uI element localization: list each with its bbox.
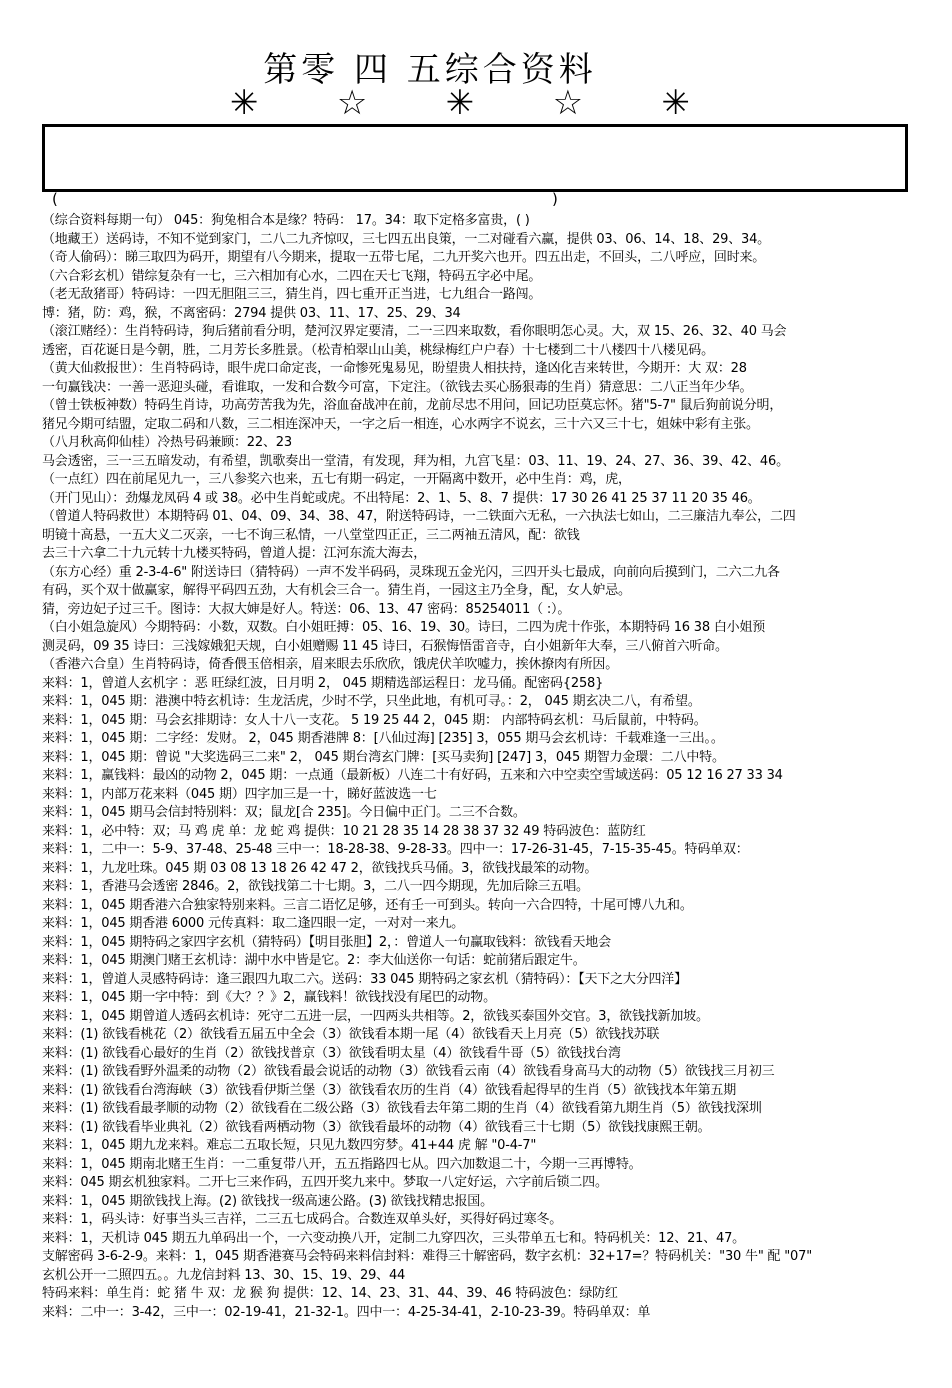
asterisk-icon: ✳ (661, 83, 690, 123)
text-line: 来料：1，045 期：港澳中特玄机诗：生龙活虎，少时不学，只坐此地，有机可寻。：2， 045 期玄决二八，有希望。 (42, 694, 701, 709)
text-line: 来料：1，045 期特码之家四字玄机（猜特码）【明目张胆】2，：曾道人一句赢取钱料：欲钱看天地会 (42, 934, 611, 950)
text-line: 来料：1，曾道人玄机字 ：恶 旺绿红波，日月明 2， 045 期精选部运程日：龙马俑。配密码{258} (42, 675, 604, 691)
text-line: 来料：1，必中特：双；马 鸡 虎 单：龙 蛇 鸡 提供：10 21 28 35 14 28 38 37 32 49 特码波色：蓝防红 (42, 823, 646, 839)
asterisk-icon: ✳ (445, 83, 475, 123)
text-line: 特码来料：单生肖：蛇 猪 牛 双：龙 猴 狗 提供：12、14、23、31、44、39、46 特码波色：绿防红 (42, 1286, 618, 1301)
star-outline-icon: ☆ (552, 83, 584, 123)
text-line: 测灵码，09 35 诗曰：三浅嫁娥犯天规，白小姐赠赐 11 45 诗曰，石猴悔悟雷音寺，白小姐新年大奉，三八俯首六听命。 (42, 638, 728, 654)
text-line: 来料：1，内部万花来料（045 期）四字加三是一十，睇好蓝波选一七 (42, 786, 437, 802)
text-line: 来料：1，香港马会透密 2846。2，欲钱找第二十七期。3，二八一四今期现，先加后除三五唱。 (42, 879, 589, 894)
text-line: 来料：二中一：3-42，三中一：02-19-41，21-32-1。四中一：4-25-34-41，2-10-23-39。特码单双：单 (42, 1304, 651, 1320)
star-row (230, 83, 690, 123)
text-line: 来料：1，045 期：马会玄排期诗：女人十八一支花。 5 19 25 44 2，045 期： 内部特码玄机：马后鼠前，中特码。 (42, 712, 707, 728)
text-line: 猜，旁边妃子过三千。图诗：大叔大婶是好人。特送：06、13、47 密码：85254011（ :）。 (42, 601, 571, 617)
text-line: 去三十六拿二十九元转十九楼买特码，曾道人提：江河东流大海去， (42, 546, 427, 561)
text-line: （香港六合皇）生肖特码诗，倚香偎玉倍相亲，眉来眼去乐欣欣，饿虎伏羊吹嘘力，挨休撩肉有所因。 (42, 657, 619, 672)
text-line: 猪兄今期可结盟，定取二码和八数，三二相连深冲天，一字之后一相连，心水两字不说玄，三十六又三十七，姐妹中彩有主张。 (42, 416, 759, 432)
text-line: 来料：1，045 期香港 6000 元传真料：取二逢四眼一定，一对对一来九。 (42, 916, 464, 931)
text-line: 透密，百花诞日是今朝，胜，二月芳长多胜景。（松青柏翠山山美，桃绿梅红户户春）十七楼到二十八楼四十八楼见码。 (42, 342, 714, 358)
text-line: 来料：1，045 期马会信封特别料：双；鼠龙[合 235]。今日偏中正门。二三不合数。 (42, 805, 526, 820)
text-line: 来料：(1) 欲钱看毕业典礼（2）欲钱看两栖动物（3）欲钱看最坏的动物（4）欲钱看三十七期（5）欲钱找康熙王朝。 (42, 1119, 711, 1135)
star-outline-icon: ☆ (336, 83, 368, 123)
text-line: 来料：1，045 期一字中特：到《大？？》2，赢钱料！欲钱找没有尾巴的动物。 (42, 990, 496, 1005)
text-line: （一点红）四在前尾见九一，三八参奖六也来，五七有期一码定，一开隔离中数开，必中生肖：鸡，虎， (42, 472, 631, 487)
text-line: 来料：1，045 期欲钱找上海。(2) 欲钱找一级高速公路。(3) 欲钱找精忠报国。 (42, 1193, 493, 1209)
text-line: （开门见山）：劲爆龙凤码 4 或 38。必中生肖蛇或虎。不出特尾：2、1、5、8、7 提供：17 30 26 41 25 37 11 20 35 46。 (42, 490, 761, 506)
text-line: 一句赢钱决：一善一恶迎头碰，看谁取，一发和合数今可富，下定注。（欲钱去买心肠狠毒的生肖）猜意思：二八正当年少华。 (42, 379, 753, 395)
text-line: 来料：045 期玄机独家料。二开七三来作码，五四开奖九来中。梦取一八定好运，六字前后锁二四。 (42, 1175, 608, 1190)
text-line: 来料：1，045 期：二字经：发财。 2，045 期香港牌 8：[八仙过海] [235] 3，055 期马会玄机诗：千载难逢一三出。。 (42, 731, 724, 746)
text-line: 来料：1，码头诗：好事当头三吉祥，二三五七成码合。合数连双单头好，买得好码过寒冬。 (42, 1212, 563, 1227)
text-line: （滚江赌经）：生肖特码诗，狗后猪前看分明，楚河汉界定要清，二一三四来取数，看你眼明怎心灵。大，双 15、26、32、40 马会 (42, 324, 787, 339)
paren-left: ( (52, 190, 58, 208)
text-line: 来料：(1) 欲钱看桃花（2）欲钱看五届五中全会（3）欲钱看本期一尾（4）欲钱看天上月亮（5）欲钱找苏联 (42, 1027, 660, 1042)
text-line: （老无敌猪哥）特码诗：一四无胆阻三三，猜生肖，四七重开正当进，七九组合一路闯。 (42, 287, 542, 302)
text-line: 明镜十高悬，一五大义二灭亲，一七不询三私情，一八堂堂四正正，三二两袖五清风，配：欲钱 (42, 527, 580, 543)
text-line: 来料：(1) 欲钱看野外温柔的动物（2）欲钱看最会说话的动物（3）欲钱看云南（4）欲钱看身高马大的动物（5）欲钱找三月初三 (42, 1064, 775, 1079)
text-line: （综合资料每期一句） 045：狗兔相合本是缘？特码： 17。34：取下定格多富贵，( ) (42, 213, 530, 228)
text-line: 来料：1，九龙吐珠。045 期 03 08 13 18 26 42 47 2，欲钱找兵马俑。3，欲钱找最笨的动物。 (42, 860, 598, 876)
text-line: （曾士铁板神数）特码生肖诗，功高劳苦我为先，浴血奋战冲在前，龙前尽忠不用问，回记功臣莫忘怀。猪"5-7" 鼠后狗前说分明， (42, 398, 783, 413)
text-line: 玄机公开一二照四五。。九龙信封料 13、30、15、19、29、44 (42, 1267, 406, 1283)
page-title: 第零 四 五综合资料 (263, 50, 597, 90)
text-line: 来料：1，天机诗 045 期五九单码出一个，一六变动换八开，定制二九穿四次，三头带单五七和。特码机关：12、21、47。 (42, 1230, 745, 1246)
text-line: 来料：1，045 期曾道人透码玄机诗：死守二五进一层，一四两头共相等。2，欲钱买泰国外交官。3，欲钱找新加坡。 (42, 1008, 709, 1024)
text-line: （白小姐急旋风）今期特码：小数，双数。白小姐旺搏：05、16、19、30。诗曰，二四为虎十作张，本期特码 16 38 白小姐预 (42, 620, 766, 635)
asterisk-icon: ✳ (230, 83, 259, 123)
text-line: （八月秋高仰仙桂）冷热号码兼顾：22、23 (42, 435, 292, 450)
text-line: （黄大仙救报世）：生肖特码诗，眼牛虎口命定丧，一命惨死鬼易见，盼望贵人相扶持，逢凶化吉来转世，今期开：大 双：28 (42, 361, 747, 376)
text-line: 来料：(1) 欲钱看台湾海峡（3）欲钱看伊斯兰堡（3）欲钱看农历的生肖（4）欲钱看起得早的生肖（5）欲钱找本年第五期 (42, 1082, 737, 1098)
paren-right: ) (552, 190, 558, 208)
text-line: 来料：1，045 期南北赌王生肖：一二重复带八开，五五指路四七从。四六加数退二十，今期一三再博特。 (42, 1156, 642, 1172)
text-line: （曾道人特码救世）本期特码 01、04、09、34、38、47，附送特码诗，一二铁面六无私，一六执法七如山，二三廉洁九奉公，二四 (42, 509, 796, 524)
text-line: 马会透密，三一三五暗发动，有希望，凯歌奏出一堂清，有发现，拜为相，九宫飞星：03、11、19、24、27、36、39、42、46。 (42, 453, 789, 469)
text-line: 来料：1，045 期：曾说 "大奖选码三二来" 2， 045 期台湾玄门牌：[买马卖狗] [247] 3，045 期智力金環：二八中特。 (42, 749, 725, 765)
text-line: （地藏王）送码诗，不知不觉到家门，二八二九齐惊叹，三七四五出良策，一二对碰看六赢，提供 03、06、14、18、29、34。 (42, 231, 770, 247)
text-line: 来料：1，赢钱料：最凶的动物 2，045 期：一点通（最新板）八连二十有好码，五来和六中空卖空雪域送码：05 12 16 27 33 34 (42, 768, 783, 783)
text-line: 博：猪，防：鸡，猴，不离密码：2794 提供 03、11、17、25、29、34 (42, 305, 461, 321)
content-body (42, 212, 914, 1322)
blank-frame (42, 124, 908, 192)
text-line: 有码，买个双十做赢家，解得平码四五劲，大有机会三合一。猜生肖，一园这主乃全身，配，女人妒忌。 (42, 583, 631, 598)
text-line: （奇人偷码）：睇三取四为码开，期望有八今期来，提取一五带七尾，二九开奖六也开。四五出走，不回头，二八呼应，回时来。 (42, 250, 766, 265)
text-line: （六合彩玄机）错综复杂有一七，三六相加有心水，二四在天七飞翔，特码五字必中尾。 (42, 268, 542, 284)
text-line: 来料：1，045 期香港六合独家特别来料。三言二语忆足够，还有壬一可到头。转向一六合四特，十尾可博八九和。 (42, 897, 693, 913)
text-line: 来料：1，045 期澳门赌王玄机诗：湖中水中皆是它。2：李大仙送你一句话：蛇前猪后跟定牛。 (42, 953, 586, 968)
text-line: 来料：1，045 期九龙来料。难忘二五取长短，只见九数四穷梦。41+44 虎 解 "0-4-7" (42, 1138, 537, 1153)
text-line: 来料：(1) 欲钱看最孝顺的动物（2）欲钱看在二级公路（3）欲钱看去年第二期的生肖（4）欲钱看第九期生肖（5）欲钱找深圳 (42, 1101, 762, 1116)
text-line: 来料：1，曾道人灵感特码诗：逢三跟四九取二六。送码：33 045 期特码之家玄机（猜特码）：【天下之大分四洋】 (42, 971, 687, 987)
text-line: 支解密码 3-6-2-9。来料：1，045 期香港赛马会特码来料信封料：难得三十解密码，数字玄机：32+17=？特码机关："30 牛" 配 "07" (42, 1249, 812, 1264)
text-line: （东方心经）重 2-3-4-6" 附送诗曰（猜特码）一声不发半码码，灵珠现五金光闪，三四开头七最成，向前向后摸到门，二六二九各 (42, 564, 780, 580)
text-line: 来料：1，二中一：5-9、37-48、25-48 三中一：18-28-38、9-28-33。四中一：17-26-31-45，7-15-35-45。特码单双： (42, 842, 749, 857)
text-line: 来料：(1) 欲钱看心最好的生肖（2）欲钱找普京（3）欲钱看明太星（4）欲钱看牛哥（5）欲钱找台湾 (42, 1045, 621, 1061)
